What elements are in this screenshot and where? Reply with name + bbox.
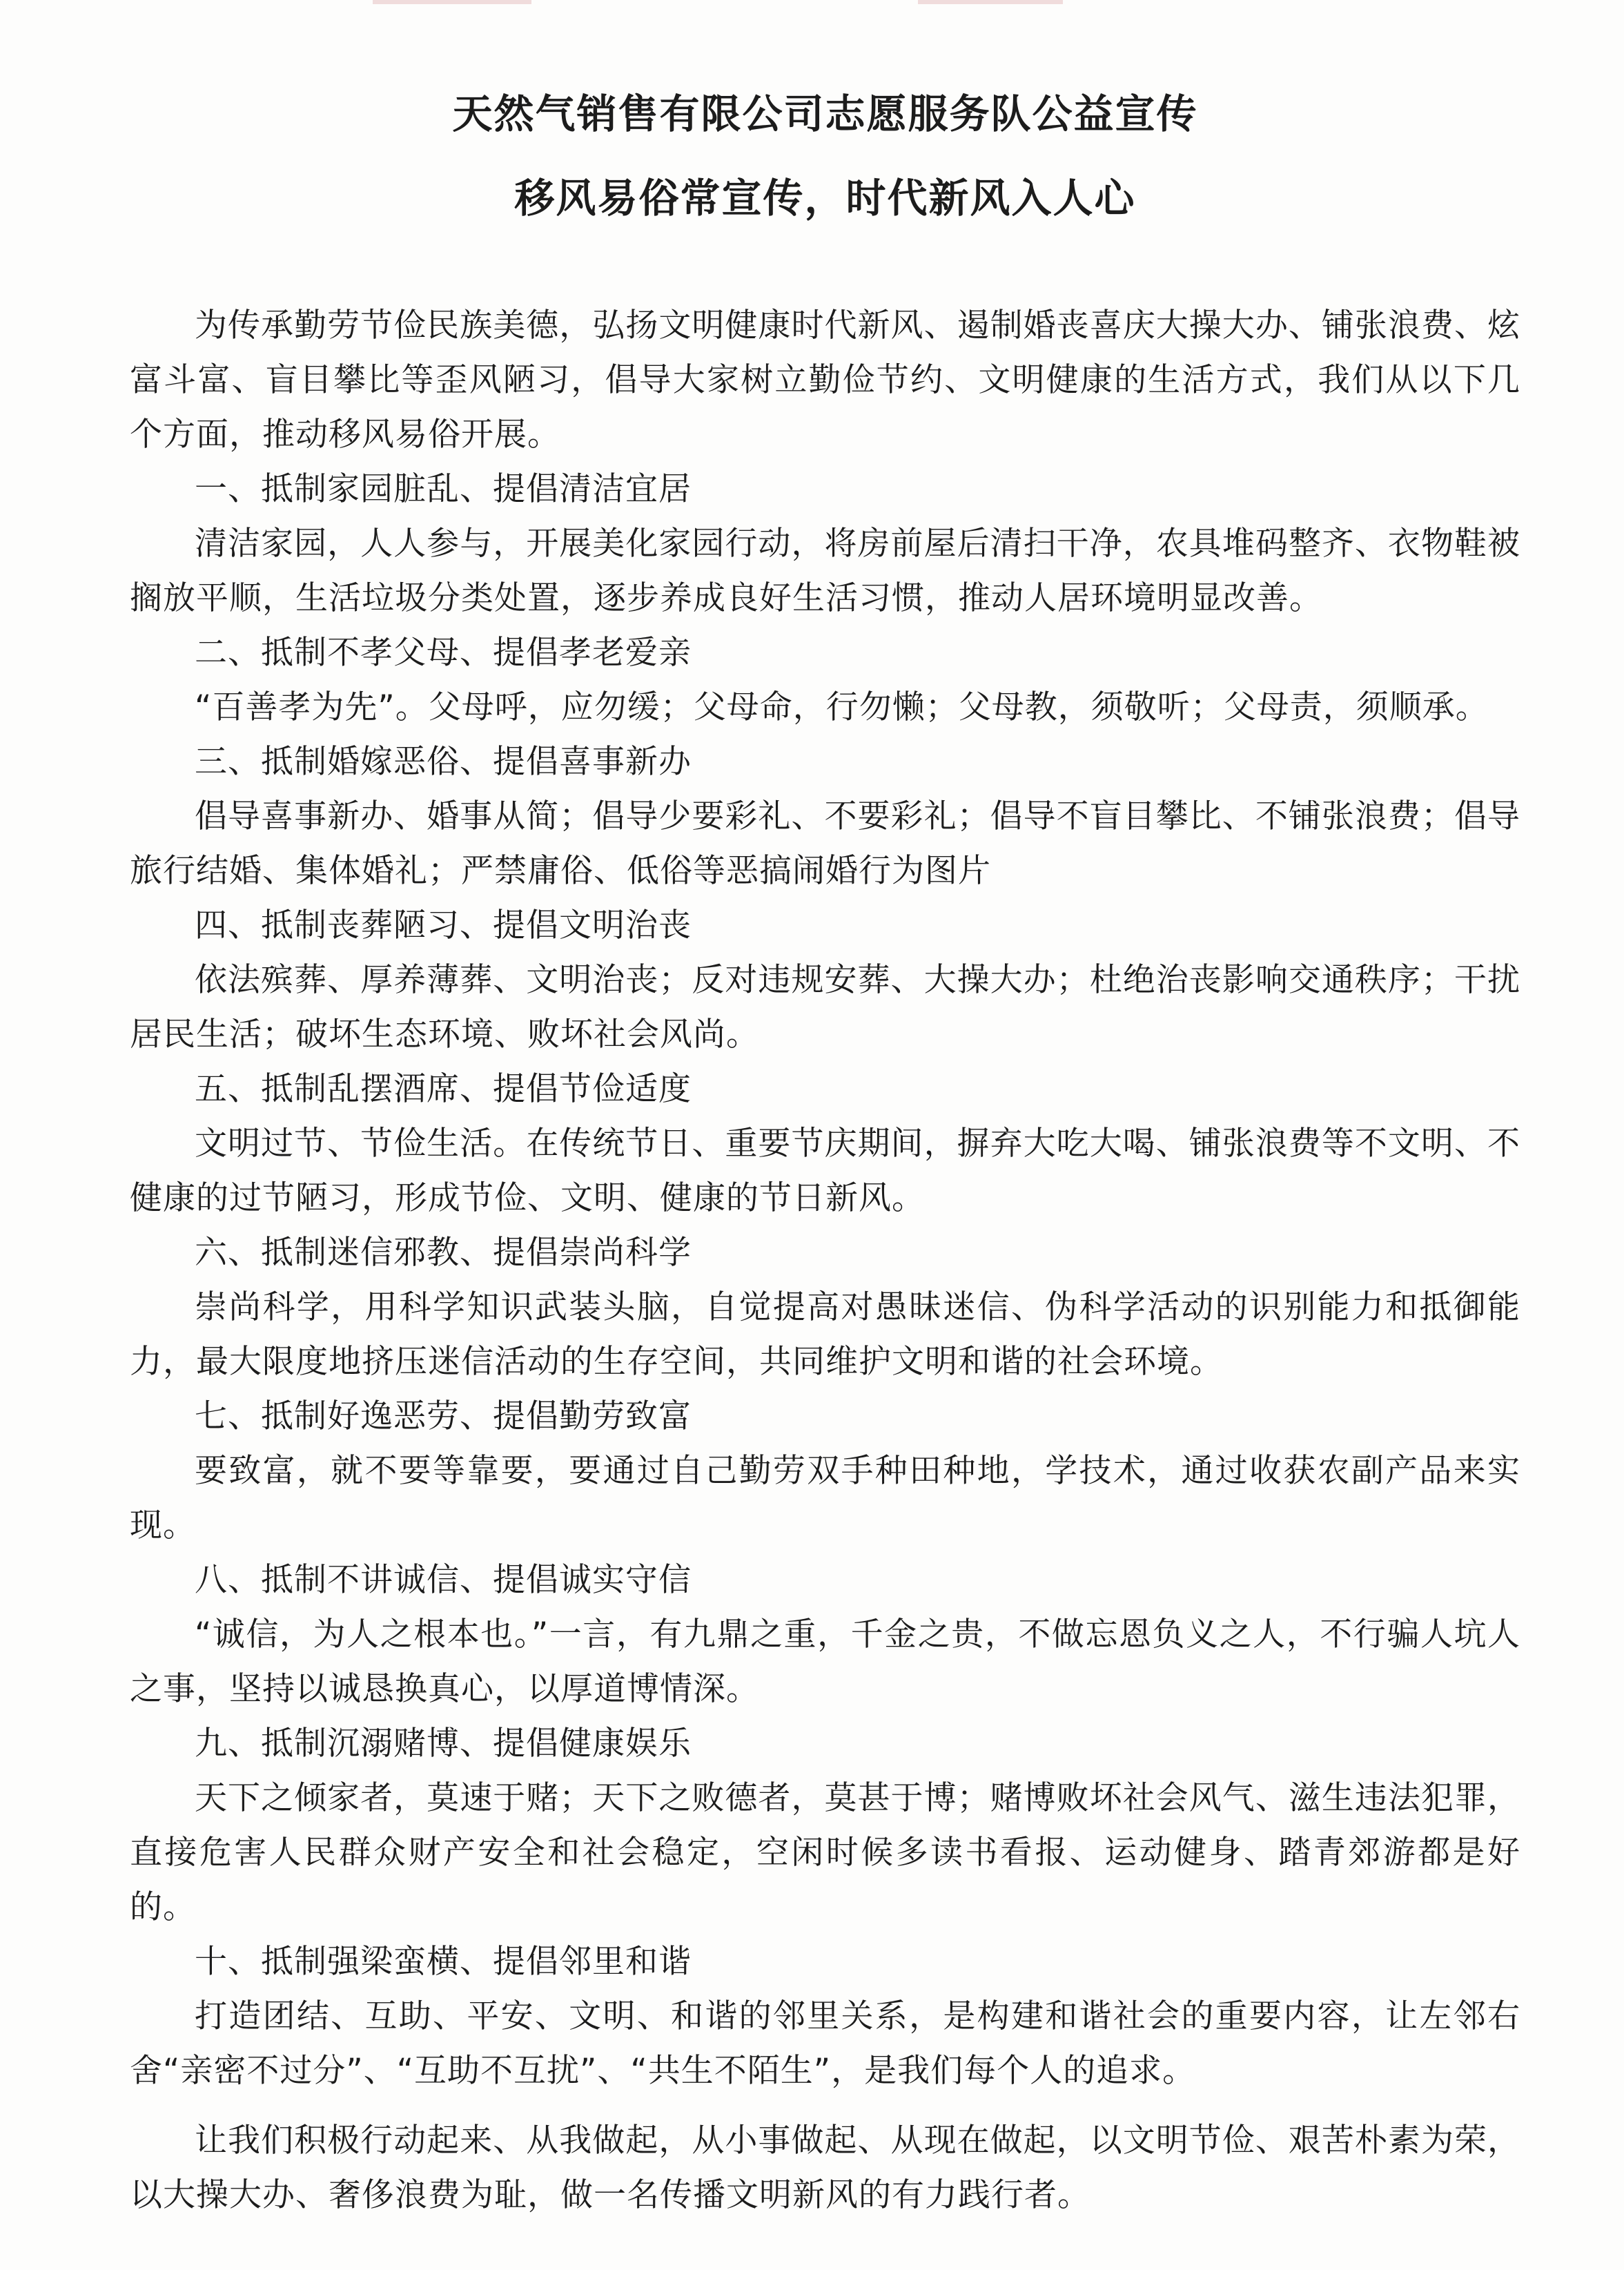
section-heading-1: 一、抵制家园脏乱、提倡清洁宜居 <box>195 470 692 508</box>
section-heading-10: 十、抵制强梁蛮横、提倡邻里和谐 <box>195 1943 692 1981</box>
section-body-2: “百善孝为先”。父母呼，应勿缓；父母命，行勿懒；父母教，须敬听；父母责，须顺承。 <box>195 688 1489 726</box>
section-body-6: 崇尚科学，用科学知识武装头脑，自觉提高对愚昧迷信、伪科学活动的识别能力和抵御能力，最大限度地挤压迷信活动的生存空间，共同维护文明和谐的社会环境。 <box>130 1288 1520 1381</box>
section-heading-9: 九、抵制沉溺赌博、提倡健康娱乐 <box>195 1725 692 1763</box>
section-heading-3: 三、抵制婚嫁恶俗、提倡喜事新办 <box>195 743 692 781</box>
section-body-10: 打造团结、互助、平安、文明、和谐的邻里关系，是构建和谐社会的重要内容，让左邻右舍“亲密不过分”、“互助不互扰”、“共生不陌生”，是我们每个人的追求。 <box>130 1997 1520 2090</box>
section-body-7: 要致富，就不要等靠要，要通过自己勤劳双手种田种地，学技术，通过收获农副产品来实现。 <box>130 1452 1520 1544</box>
section-body-5: 文明过节、节俭生活。在传统节日、重要节庆期间，摒弃大吃大喝、铺张浪费等不文明、不健康的过节陋习，形成节俭、文明、健康的节日新风。 <box>130 1125 1520 1217</box>
section-heading-5: 五、抵制乱摆酒席、提倡节俭适度 <box>195 1070 692 1108</box>
section-body-9: 天下之倾家者，莫速于赌；天下之败德者，莫甚于博；赌博败坏社会风气、滋生违法犯罪，直接危害人民群众财产安全和社会稳定，空闲时候多读书看报、运动健身、踏青郊游都是好的。 <box>130 1779 1520 1926</box>
document-subtitle: 移风易俗常宣传，时代新风入人心 <box>514 175 1136 222</box>
section-heading-6: 六、抵制迷信邪教、提倡崇尚科学 <box>195 1234 692 1272</box>
section-body-8: “诚信，为人之根本也。”一言，有九鼎之重，千金之贵，不做忘恩负义之人，不行骗人坑人之事，坚持以诚恳换真心，以厚道博情深。 <box>130 1616 1520 1708</box>
section-heading-4: 四、抵制丧葬陋习、提倡文明治丧 <box>195 906 692 944</box>
closing-paragraph: 让我们积极行动起来、从我做起，从小事做起、从现在做起，以文明节俭、艰苦朴素为荣，以大操大办、奢侈浪费为耻，做一名传播文明新风的有力践行者。 <box>130 2122 1520 2214</box>
section-body-3: 倡导喜事新办、婚事从简；倡导少要彩礼、不要彩礼；倡导不盲目攀比、不铺张浪费；倡导旅行结婚、集体婚礼；严禁庸俗、低俗等恶搞闹婚行为图片 <box>130 797 1520 890</box>
document-title: 天然气销售有限公司志愿服务队公益宣传 <box>452 90 1198 137</box>
section-heading-7: 七、抵制好逸恶劳、提倡勤劳致富 <box>195 1397 692 1435</box>
section-body-1: 清洁家园，人人参与，开展美化家园行动，将房前屋后清扫干净，农具堆码整齐、衣物鞋被搁放平顺，生活垃圾分类处置，逐步养成良好生活习惯，推动人居环境明显改善。 <box>130 525 1520 617</box>
intro-paragraph: 为传承勤劳节俭民族美德，弘扬文明健康时代新风、遏制婚丧喜庆大操大办、铺张浪费、炫富斗富、盲目攀比等歪风陋习，倡导大家树立勤俭节约、文明健康的生活方式，我们从以下几个方面，推动移风易俗开展。 <box>130 307 1520 454</box>
scan-artifact <box>373 0 531 4</box>
section-heading-2: 二、抵制不孝父母、提倡孝老爱亲 <box>195 634 692 672</box>
scan-artifact <box>918 0 1063 4</box>
section-body-4: 依法殡葬、厚养薄葬、文明治丧；反对违规安葬、大操大办；杜绝治丧影响交通秩序；干扰居民生活；破坏生态环境、败坏社会风尚。 <box>130 961 1520 1054</box>
section-heading-8: 八、抵制不讲诚信、提倡诚实守信 <box>195 1561 692 1599</box>
document-body <box>130 83 1520 2222</box>
